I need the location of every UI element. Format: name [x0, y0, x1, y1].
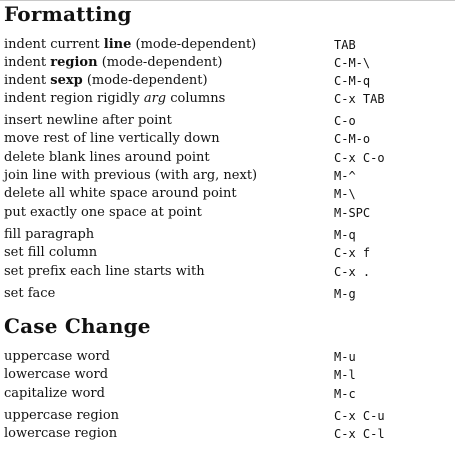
description-text: insert newline after point: [4, 113, 172, 128]
shortcut-key: C-x .: [334, 265, 371, 279]
shortcut-key: C-x f: [334, 246, 371, 260]
shortcut-row: [4, 54, 452, 72]
shortcut-description: [4, 263, 205, 281]
shortcut-key: C-o: [334, 114, 356, 128]
shortcut-key: M-u: [334, 350, 356, 364]
shortcut-row: [4, 348, 452, 366]
shortcut-description: [4, 348, 110, 366]
shortcut-row: [4, 366, 452, 384]
shortcut-description: [4, 366, 108, 384]
shortcut-key: M-^: [334, 169, 356, 183]
description-text-suffix: (mode-dependent): [131, 37, 257, 52]
shortcut-description: [4, 130, 220, 148]
shortcut-row: [4, 407, 452, 425]
shortcut-key: C-M-o: [334, 132, 371, 146]
top-rule: [0, 0, 455, 1]
description-text: indent: [4, 73, 51, 88]
shortcut-description: [4, 167, 257, 185]
shortcut-description: [4, 407, 119, 425]
shortcut-key: M-q: [334, 228, 356, 242]
shortcut-description: [4, 226, 94, 244]
shortcut-key: M-g: [334, 287, 356, 301]
shortcut-row: [4, 112, 452, 130]
shortcut-row: [4, 244, 452, 262]
description-text: join line with previous (with arg, next): [4, 168, 258, 183]
description-text-suffix: (mode-dependent): [82, 73, 208, 88]
shortcut-description: [4, 90, 225, 108]
shortcut-row: [4, 226, 452, 244]
shortcut-row: [4, 263, 452, 281]
shortcut-row: [4, 385, 452, 403]
section-title-formatting: Formatting: [4, 2, 132, 26]
description-text: set prefix each line starts with: [4, 264, 205, 279]
shortcut-row: [4, 425, 452, 443]
description-text: indent region rigidly: [4, 91, 144, 106]
shortcut-key: C-x C-u: [334, 409, 385, 423]
description-text: indent: [4, 55, 51, 70]
shortcut-description: [4, 385, 105, 403]
description-text: uppercase word: [4, 349, 110, 364]
shortcut-row: [4, 185, 452, 203]
description-text: indent current: [4, 37, 104, 52]
shortcut-key: C-x C-o: [334, 151, 385, 165]
description-text: delete blank lines around point: [4, 150, 210, 165]
shortcut-description: [4, 185, 237, 203]
description-text-suffix: (mode-dependent): [97, 55, 223, 70]
shortcut-description: [4, 112, 172, 130]
shortcut-description: [4, 54, 222, 72]
shortcut-row: [4, 36, 452, 54]
shortcut-description: [4, 425, 117, 443]
description-text: capitalize word: [4, 386, 105, 401]
shortcut-description: [4, 204, 202, 222]
shortcut-row: [4, 204, 452, 222]
shortcut-description: [4, 36, 256, 54]
shortcut-row: [4, 130, 452, 148]
description-text: lowercase word: [4, 367, 109, 382]
shortcut-key: C-M-q: [334, 74, 371, 88]
section-title-case-change: Case Change: [4, 314, 151, 338]
description-text-suffix: columns: [166, 91, 226, 106]
shortcut-key: M-\: [334, 187, 356, 201]
shortcut-key: C-x TAB: [334, 92, 385, 106]
description-text: set face: [4, 286, 56, 301]
description-text: uppercase region: [4, 408, 120, 423]
shortcut-description: [4, 72, 208, 90]
shortcut-key: M-SPC: [334, 206, 371, 220]
shortcut-description: [4, 285, 55, 303]
shortcut-key: M-c: [334, 387, 356, 401]
description-emphasis: region: [50, 55, 98, 70]
description-text: delete all white space around point: [4, 186, 237, 201]
description-emphasis: sexp: [50, 73, 83, 88]
shortcut-key: C-x C-l: [334, 427, 385, 441]
shortcut-row: [4, 285, 452, 303]
shortcut-description: [4, 149, 210, 167]
shortcut-row: [4, 90, 452, 108]
shortcut-key: C-M-\: [334, 56, 371, 70]
shortcut-description: [4, 244, 97, 262]
description-text: lowercase region: [4, 426, 118, 441]
description-text: put exactly one space at point: [4, 205, 202, 220]
description-text: set fill column: [4, 245, 98, 260]
shortcut-key: TAB: [334, 38, 356, 52]
description-emphasis: line: [103, 37, 132, 52]
shortcut-row: [4, 149, 452, 167]
shortcut-row: [4, 167, 452, 185]
description-text: fill paragraph: [4, 227, 95, 242]
shortcut-key: M-l: [334, 368, 356, 382]
shortcut-row: [4, 72, 452, 90]
description-argument: arg: [143, 91, 167, 106]
description-text: move rest of line vertically down: [4, 131, 220, 146]
